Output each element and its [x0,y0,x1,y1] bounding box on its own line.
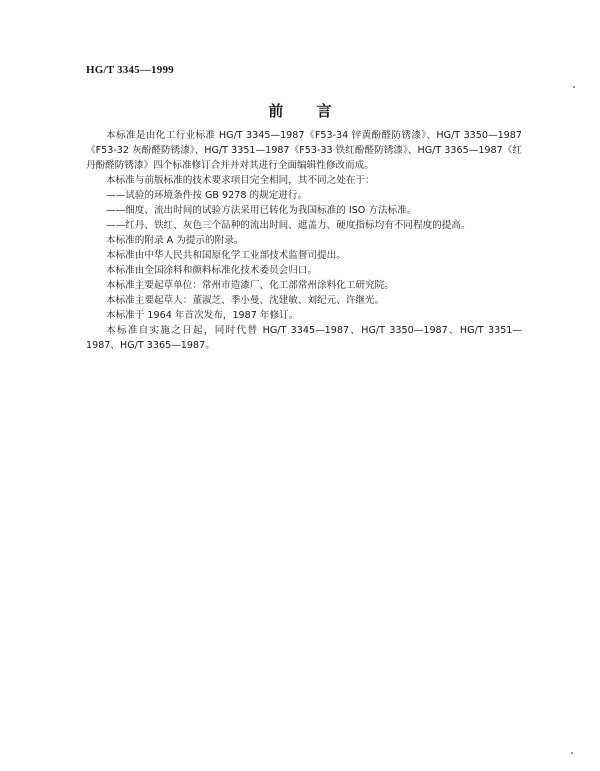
paragraph-drafters: 本标准主要起草人：董淑芝、季小曼、沈建敏、刘纪元、许继光。 [106,295,385,306]
paragraph-centralized-by: 本标准由全国涂料和颜料标准化技术委员会归口。 [106,265,318,276]
scan-speck [571,752,573,754]
paragraph-drafting-units: 本标准主要起草单位：常州市造漆厂、化工部常州涂料化工研究院。 [106,280,394,291]
scan-speck [573,86,575,88]
paragraph-replacement: 本标准自实施之日起，同时代替 HG/T 3345—1987、HG/T 3350—1987、HG/T 3351—1987、HG/T 3365—1987。 [86,325,522,351]
paragraph-revision-source: 本标准是由化工行业标准 HG/T 3345—1987《F53-34 锌黄酚醛防锈漆》、HG/T 3350—1987《F53-32 灰酚醛防锈漆》、HG/T 3351—1987《F53-33 铁红酚醛防锈漆》、HG/T 3365—1987《红丹酚醛防锈漆》四个标准修订合并并对其进行全面编辑性修改而成。 [86,130,522,171]
paragraph-history: 本标准于 1964 年首次发布，1987 年修订。 [106,310,299,321]
paragraph-difference-test-method: ——细度、流出时间的试验方法采用已转化为我国标准的 ISO 方法标准。 [106,205,417,216]
standard-code: HG/T 3345—1999 [86,64,174,76]
foreword-body [86,128,522,353]
paragraph-appendix: 本标准的附录 A 为提示的附录。 [106,235,244,246]
paragraph-difference-environment: ——试验的环境条件按 GB 9278 的规定进行。 [106,190,308,201]
paragraph-differences-intro: 本标准与前版标准的技术要求项目完全相同，其不同之处在于： [106,175,375,186]
page-title: 前 言 [268,102,332,120]
paragraph-proposed-by: 本标准由中华人民共和国原化学工业部技术监督司提出。 [106,250,346,261]
paragraph-difference-indicators: ——红丹、铁红、灰色三个品种的流出时间、遮盖力、硬度指标均有不同程度的提高。 [106,220,471,231]
